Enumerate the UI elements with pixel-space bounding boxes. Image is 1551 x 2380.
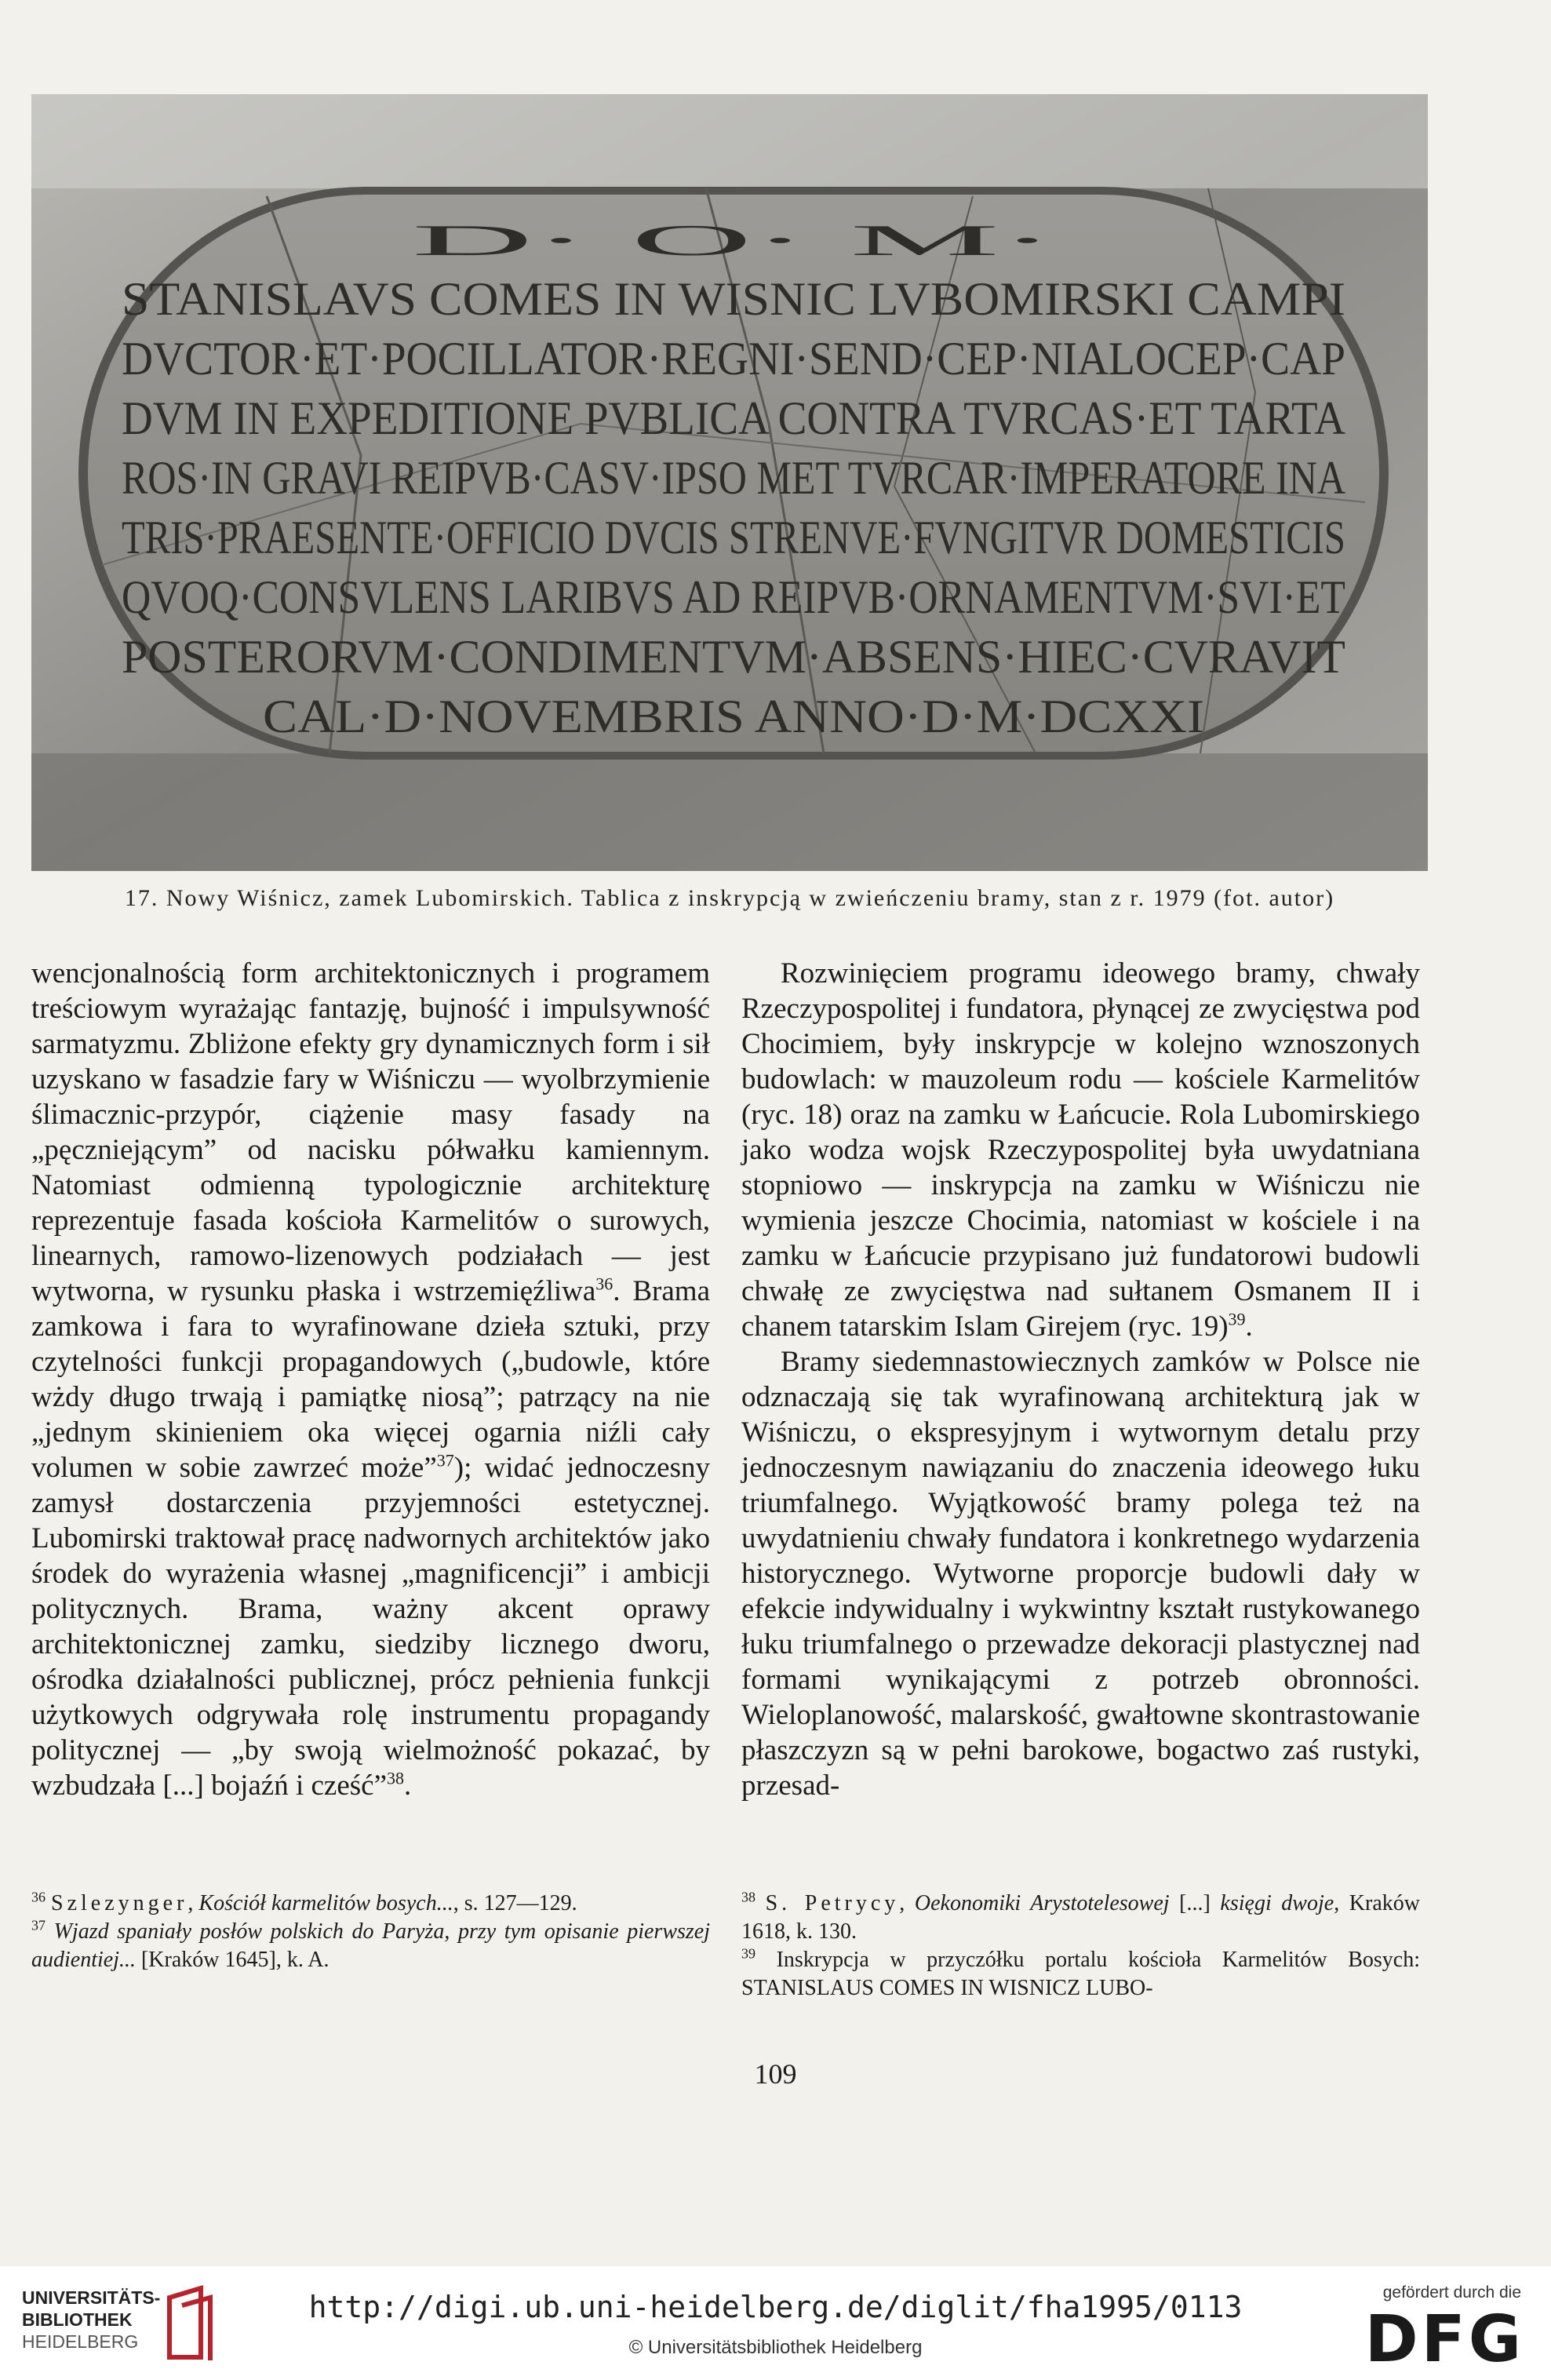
- inscription-lines: [122, 217, 1345, 742]
- inscription-line: DVCTOR·ET·POCILLATOR·REGNI·SEND·CEP·NIALOCEP·CAP: [122, 333, 1345, 385]
- inscription-plaque-photo: [31, 94, 1428, 871]
- library-logo-text: UNIVERSITÄTS- BIBLIOTHEK HEIDELBERG: [22, 2287, 161, 2352]
- inscription-line: DVM IN EXPEDITIONE PVBLICA CONTRA TVRCAS·ET TARTA: [122, 392, 1345, 444]
- footnote-36: $^{36}$ Szlezynger, Kościół karmelitów bosych..., s. 127—129.: [31, 1889, 577, 1915]
- plaque-image: [31, 94, 1428, 871]
- text-column-right: [741, 956, 1420, 1803]
- paragraph-right-1: Rozwinięciem programu ideowego bramy, chwały Rzeczypospolitej i fundatora, płynącej ze zwycięstwa pod Chocimiem, były inskrypcje w kolejno wznoszonych budowlach: w mauzoleum rodu — kościele Karmelitów (ryc. 18) oraz na zamku w Łańcucie. Rola Lubomirskiego jako wodza wojsk Rzeczypospolitej była uwydatniana stopniowo — inskrypcja na zamku w Wiśniczu nie wymienia jeszcze Chocimia, natomiast w kościele i na zamku w Łańcucie przypisano już fundatorowi budowli chwałę ze zwycięstwa nad sułtanem Osmanem II i chanem tatarskim Islam Girejem (ryc. 19)$^{39}$.: [741, 957, 1420, 1343]
- footnotes-left: [31, 1890, 710, 1974]
- footer-bar: [0, 2266, 1551, 2380]
- footnote-ref-37[interactable]: 37: [436, 1450, 454, 1471]
- permalink-url[interactable]: http://digi.ub.uni-heidelberg.de/diglit/fha1995/0113: [308, 2290, 1243, 2324]
- paragraph-left: wencjonalnością form architektonicznych i programem treściowym wyrażając fantazję, bujność i impulsywność sarmatyzmu. Zbliżone efekty gry dynamicznych form i sił uzyskano w fasadzie fary w Wiśniczu — wyolbrzymienie ślimacznic-przypór, ciążenie masy fasady na „pęczniejącym” od nacisku półwałku kamiennym. Natomiast odmienną typologicznie architekturę reprezentuje fasada kościoła Karmelitów o surowych, linearnych, ramowo-lizenowych podziałach — jest wytworna, w rysunku płaska i wstrzemięźliwa$^{36}$. Brama zamkowa i fara to wyrafinowane dzieła sztuki, przy czytelności funkcji propagandowych („budowle, które wżdy długo trwają i pamiątkę niosą”; patrzący na nie „jednym skinieniem oka więcej ogarnia niźli cały volumen w sobie zawrzeć może”$^{37}$); widać jednoczesny zamysł dostarczenia przyjemności estetycznej. Lubomirski traktował pracę nadwornych architektów jako środek do wyrażenia własnej „magnificencji” i ambicji politycznych. Brama, ważny akcent oprawy architektonicznej zamku, siedziby licznego dworu, ośrodka działalności publicznej, prócz pełnienia funkcji użytkowych odgrywała rolę instrumentu propagandy politycznej — „by swoją wielmożność pokazać, by wzbudzała [...] bojaźń i cześć”$^{38}$.: [31, 957, 711, 1802]
- footnote-39: $^{39}$ Inskrypcja w przyczółku portalu kościoła Karmelitów Bosych: STANISLAUS COMES IN WISNICZ LUBO-: [741, 1945, 1420, 2000]
- footnote-38: $^{38}$ S. Petrycy, Oekonomiki Arystotelesowej [...] księgi dwoje, Kraków 1618, k. 130.: [741, 1889, 1420, 1944]
- inscription-line: POSTERORVM·CONDIMENTVM·ABSENS·HIEC·CVRAVIT: [122, 631, 1345, 683]
- footnote-ref-39[interactable]: 39: [1228, 1309, 1246, 1329]
- copyright-notice: © Universitätsbibliothek Heidelberg: [628, 2337, 923, 2358]
- footnote-ref-38[interactable]: 38: [387, 1768, 404, 1788]
- inscription-line: STANISLAVS COMES IN WISNIC LVBOMIRSKI CAMPI: [122, 273, 1345, 325]
- footnotes-right: [741, 1890, 1420, 2003]
- dfg-logo: DFG: [1364, 2302, 1524, 2377]
- text-column-left: [31, 956, 710, 1803]
- inscription-line: QVOQ·CONSVLENS LARIBVS AD REIPVB·ORNAMENTVM·SVI·ET: [122, 571, 1345, 623]
- funding-label: gefördert durch die: [1382, 2283, 1521, 2302]
- paragraph-right-2: Bramy siedemnastowiecznych zamków w Polsce nie odznaczają się tak wyrafinowaną architekturą jak w Wiśniczu, o ekspresyjnym i wytwornym detalu przy jednoczesnym nawiązaniu do znaczenia ideowego łuku triumfalnego. Wyjątkowość bramy polega też na uwydatnieniu chwały fundatora i konkretnego wydarzenia historycznego. Wytworne proporcje budowli dały w efekcie indywidualny i wykwintny kształt rustykowanego łuku triumfalnego o przewadze dekoracji plastycznej nad formami wynikającymi z potrzeb obronności. Wieloplanowość, malarskość, gwałtowne skontrastowanie płaszczyzn są w pełni barokowe, bogactwo zaś rustyki, przesad-: [741, 1346, 1420, 1802]
- inscription-line: ROS·IN GRAVI REIPVB·CASV·IPSO MET TVRCAR·IMPERATORE INA: [122, 452, 1345, 504]
- footnote-ref-36[interactable]: 36: [595, 1274, 613, 1294]
- footnote-37: $^{37}$ Wjazd spaniały posłów polskich do Paryża, przy tym opisanie pierwszej audientiej... [Kraków 1645], k. A.: [31, 1917, 711, 1972]
- page-number: 109: [754, 2058, 797, 2090]
- inscription-line: TRIS·PRAESENTE·OFFICIO DVCIS STRENVE·FVNGITVR DOMESTICIS: [122, 512, 1345, 563]
- inscription-line: D· O· M·: [412, 217, 1055, 265]
- figure-caption: 17. Nowy Wiśnicz, zamek Lubomirskich. Tablica z inskrypcją w zwieńczeniu bramy, stan z r. 1979 (fot. autor): [124, 885, 1335, 911]
- inscription-line: CAL·D·NOVEMBRIS ANNO·D·M·DCXXI: [263, 691, 1204, 742]
